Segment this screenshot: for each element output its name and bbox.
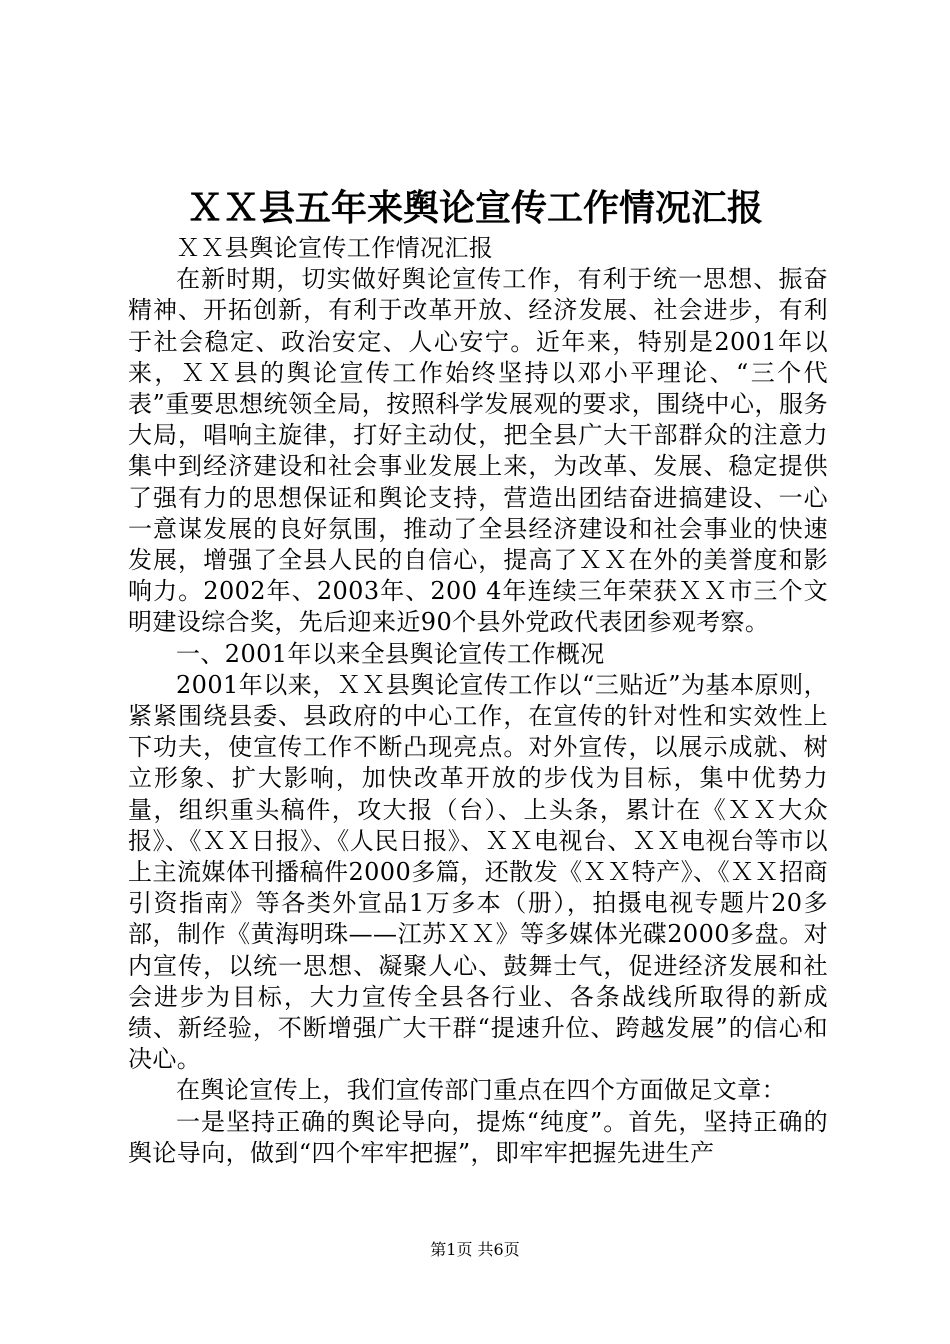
paragraph-overview: 2001年以来，ＸＸ县舆论宣传工作以“三贴近”为基本原则，紧紧围绕县委、县政府的中心工作，在宣传的针对性和实效性上下功夫，使宣传工作不断凸现亮点。对外宣传，以展示成就、树立形象、扩大影响，加快改革开放的步伐为目标，集中优势力量，组织重头稿件，攻大报（台）、上头条，累计在《ＸＸ大众报》、《ＸＸ日报》、《人民日报》、ＸＸ电视台、ＸＸ电视台等市以上主流媒体刊播稿件2000多篇，还散发《ＸＸ特产》、《ＸＸ招商引资指南》等各类外宣品1万多本（册），拍摄电视专题片20多部，制作《黄海明珠——江苏ＸＸ》等多媒体光碟2000多盘。对内宣传，以统一思想、凝聚人心、鼓舞士气，促进经济发展和社会进步为目标，大力宣传全县各行业、各条战线所取得的新成绩、新经验，不断增强广大干群“提速升位、跨越发展”的信心和决心。 <box>128 670 828 1074</box>
document-title: ＸＸ县五年来舆论宣传工作情况汇报 <box>186 187 763 229</box>
page-footer: 第1页 共6页 <box>430 1240 520 1259</box>
paragraph-subtitle: ＸＸ县舆论宣传工作情况汇报 <box>176 234 494 262</box>
section-heading-1: 一、2001年以来全县舆论宣传工作概况 <box>176 639 605 668</box>
paragraph-point-one: 一是坚持正确的舆论导向，提炼“纯度”。首先，坚持正确的舆论导向，做到“四个牢牢把握”，即牢牢把握先进生产 <box>128 1107 828 1167</box>
paragraph-intro: 在新时期，切实做好舆论宣传工作，有利于统一思想、振奋精神、开拓创新，有利于改革开放、经济发展、社会进步，有利于社会稳定、政治安定、人心安宁。近年来，特别是2001年以来，ＸＸ县的舆论宣传工作始终坚持以邓小平理论、“三个代表”重要思想统领全局，按照科学发展观的要求，围绕中心，服务大局，唱响主旋律，打好主动仗，把全县广大干部群众的注意力集中到经济建设和社会事业发展上来，为改革、发展、稳定提供了强有力的思想保证和舆论支持，营造出团结奋进搞建设、一心一意谋发展的良好氛围，推动了全县经济建设和社会事业的快速发展，增强了全县人民的自信心，提高了ＸＸ在外的美誉度和影响力。2002年、2003年、200 4年连续三年荣获ＸＸ市三个文明建设综合奖，先后迎来近90个县外党政代表团参观考察。 <box>128 265 828 637</box>
paragraph-four-aspects: 在舆论宣传上，我们宣传部门重点在四个方面做足文章： <box>176 1076 786 1105</box>
document-body <box>128 233 828 1169</box>
